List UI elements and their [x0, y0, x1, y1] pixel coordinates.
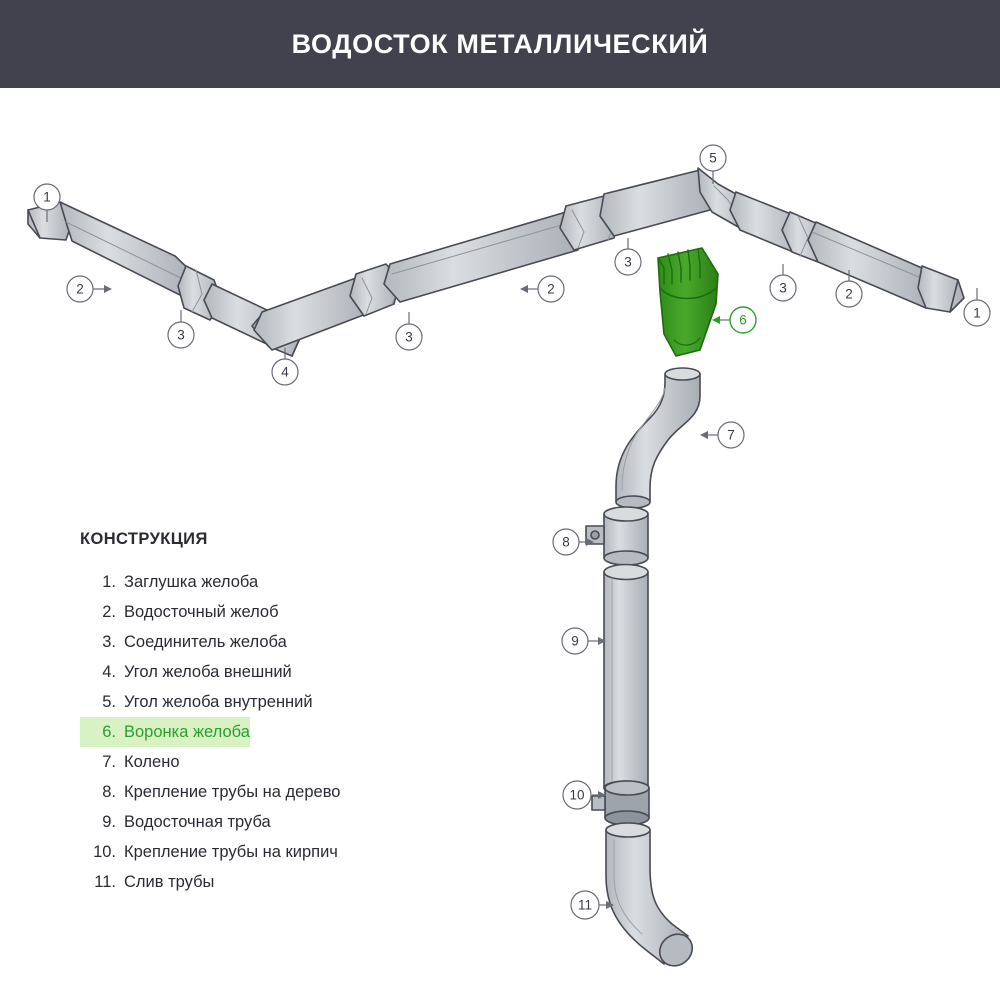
legend-item-label: Угол желоба внешний: [124, 663, 292, 681]
legend-item-label: Колено: [124, 753, 180, 771]
legend-item-number: 2.: [102, 603, 116, 621]
callout-2-right[interactable]: [836, 281, 862, 307]
callout-7[interactable]: [718, 422, 744, 448]
legend-item-label: Крепление трубы на дерево: [124, 783, 341, 801]
part-gutter-upper-mid: [600, 170, 714, 236]
callout-3-d[interactable]: [770, 275, 796, 301]
callout-3-c[interactable]: [615, 249, 641, 275]
part-downpipe: [604, 565, 648, 796]
legend-item-label: Крепление трубы на кирпич: [124, 843, 338, 861]
legend-item-number: 11.: [94, 873, 116, 891]
legend-item-number: 3.: [102, 633, 116, 651]
header-bar: [0, 0, 1000, 88]
callout-9[interactable]: [562, 628, 588, 654]
legend-item-label: Заглушка желоба: [124, 573, 259, 591]
part-gutter-funnel-highlighted: [658, 248, 718, 356]
callout-label: 1: [43, 189, 51, 205]
part-gutter-right: [808, 222, 934, 308]
callout-label: 2: [845, 286, 853, 302]
gutter-system-diagram: [0, 88, 1000, 1000]
part-end-cap-right: [918, 266, 964, 312]
legend-item-label: Водосточный желоб: [124, 603, 279, 621]
part-elbow: [616, 368, 700, 508]
callout-5[interactable]: [700, 145, 726, 171]
callout-label: 5: [709, 150, 717, 166]
callout-label: 3: [624, 254, 632, 270]
legend-title: КОНСТРУКЦИЯ: [80, 530, 208, 548]
callout-8[interactable]: [553, 529, 579, 555]
callout-label: 9: [571, 633, 579, 649]
callout-1-right[interactable]: [964, 300, 990, 326]
callout-label: 3: [779, 280, 787, 296]
legend-item-label: Угол желоба внутренний: [124, 693, 313, 711]
legend-item-number: 6.: [80, 717, 124, 747]
callout-label: 8: [562, 534, 570, 550]
legend-item-number: 5.: [102, 693, 116, 711]
legend-item-label: Слив трубы: [124, 873, 215, 891]
callout-11[interactable]: [571, 891, 599, 919]
legend-item-number: 1.: [102, 573, 116, 591]
callout-1-left[interactable]: [34, 184, 60, 210]
legend-item-number: 10.: [93, 843, 116, 861]
callout-label: 2: [547, 281, 555, 297]
legend-item-number: 9.: [102, 813, 116, 831]
callout-4[interactable]: [272, 359, 298, 385]
legend-item-number: 8.: [102, 783, 116, 801]
callout-label: 11: [577, 897, 593, 913]
callout-label: 6: [739, 312, 747, 328]
callout-label: 1: [973, 305, 981, 321]
callout-3-a[interactable]: [168, 322, 194, 348]
legend-item-label: Воронка желоба: [124, 717, 250, 747]
part-pipe-bracket-brick: [592, 781, 649, 825]
callout-2-mid[interactable]: [538, 276, 564, 302]
callout-label: 4: [281, 364, 289, 380]
part-pipe-outlet: [606, 823, 699, 972]
part-pipe-bracket-wood: [586, 507, 648, 565]
callout-label: 2: [76, 281, 84, 297]
callout-6-highlighted[interactable]: [730, 307, 756, 333]
callout-label: 3: [177, 327, 185, 343]
callout-label: 10: [569, 787, 585, 803]
callout-3-b[interactable]: [396, 324, 422, 350]
callout-10[interactable]: [563, 781, 591, 809]
callout-label: 3: [405, 329, 413, 345]
legend-item-label: Водосточная труба: [124, 813, 271, 831]
callout-2-left[interactable]: [67, 276, 93, 302]
legend-item-label: Соединитель желоба: [124, 633, 287, 651]
page-title: ВОДОСТОК МЕТАЛЛИЧЕСКИЙ: [291, 28, 709, 59]
callout-label: 7: [727, 427, 735, 443]
legend-item-number: 7.: [102, 753, 116, 771]
legend-item-number: 4.: [102, 663, 116, 681]
